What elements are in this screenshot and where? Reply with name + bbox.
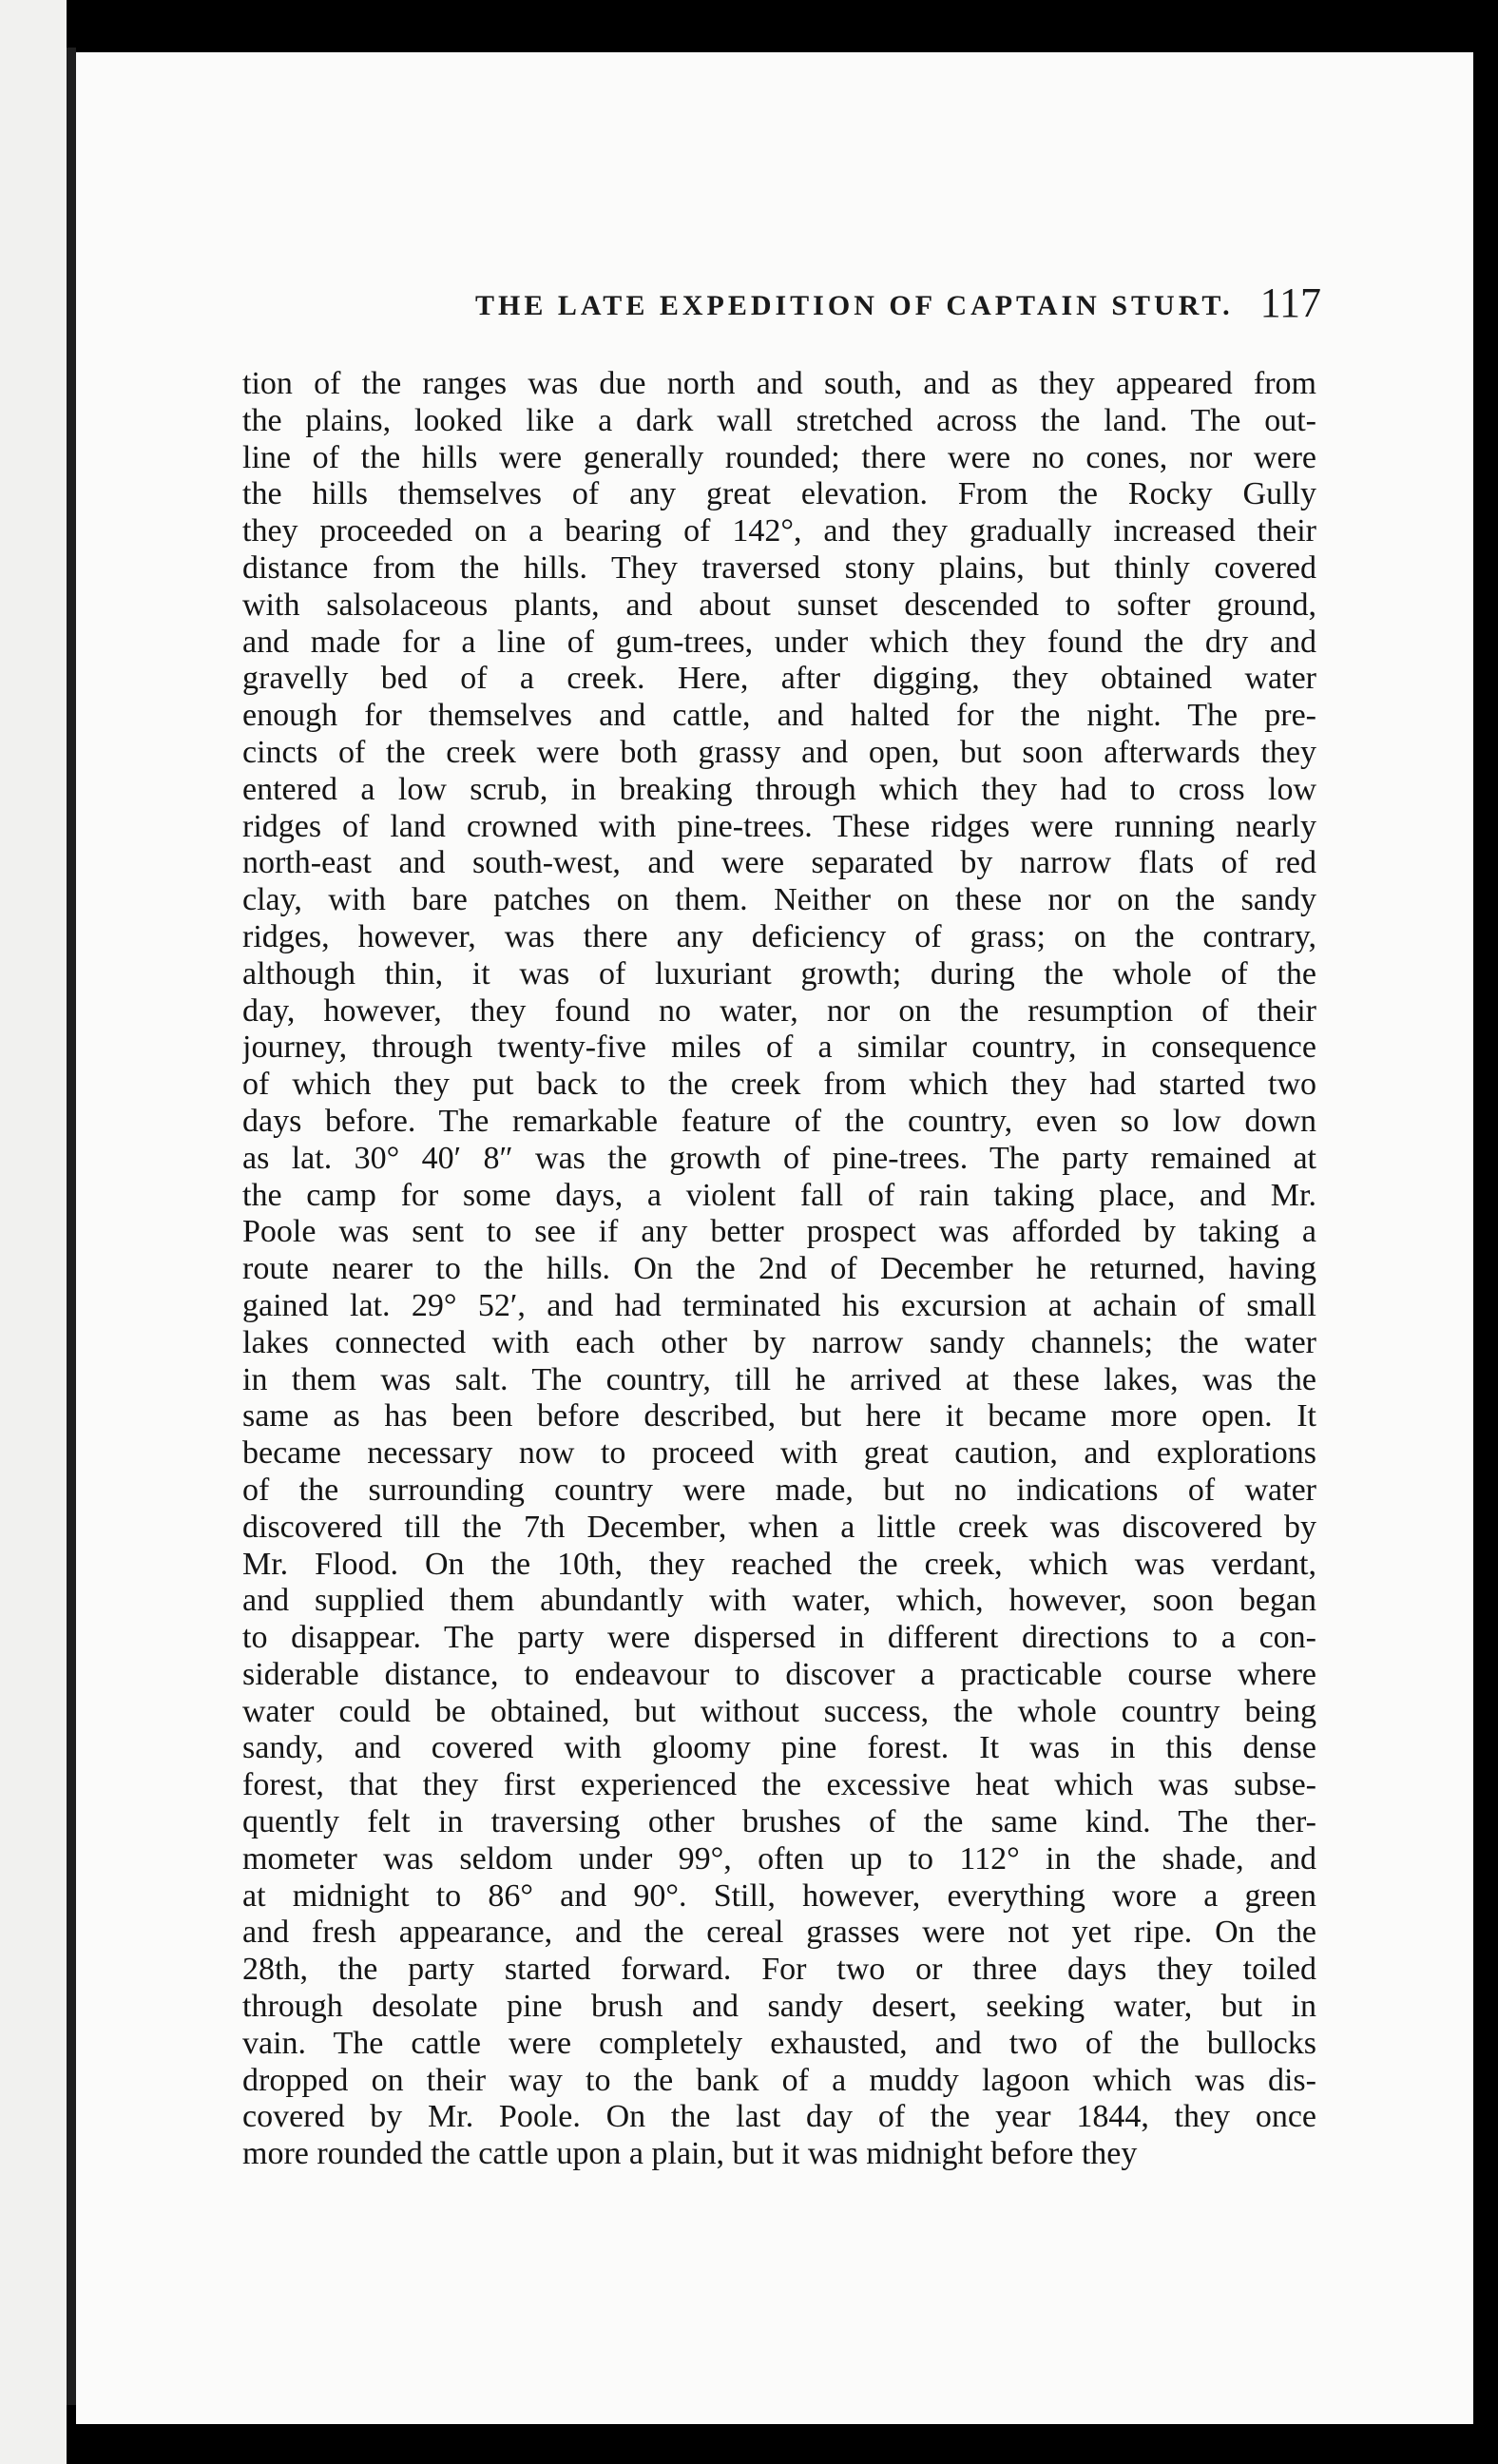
scan-margin-left	[0, 0, 67, 2464]
text-line: Mr. Flood. On the 10th, they reached the creek, which was verdant,	[242, 1546, 1316, 1582]
text-line: the hills themselves of any great elevation. From the Rocky Gully	[242, 476, 1316, 512]
text-line: dropped on their way to the bank of a muddy lagoon which was dis-	[242, 2062, 1316, 2098]
text-line: siderable distance, to endeavour to discover a practicable course where	[242, 1656, 1316, 1692]
text-line: became necessary now to proceed with great caution, and explorations	[242, 1435, 1316, 1472]
text-line: in them was salt. The country, till he arrived at these lakes, was the	[242, 1361, 1316, 1397]
body-text	[242, 366, 1316, 2173]
running-head: THE LATE EXPEDITION OF CAPTAIN STURT.	[475, 290, 1234, 321]
text-line: lakes connected with each other by narrow sandy channels; the water	[242, 1324, 1316, 1360]
text-line: of the surrounding country were made, but no indications of water	[242, 1472, 1316, 1508]
text-line: forest, that they first experienced the excessive heat which was subse-	[242, 1767, 1316, 1803]
page-number: 117	[1259, 279, 1321, 326]
text-line: although thin, it was of luxuriant growth; during the whole of the	[242, 955, 1316, 991]
text-line: with salsolaceous plants, and about sunset descended to softer ground,	[242, 587, 1316, 623]
text-line: distance from the hills. They traversed stony plains, but thinly covered	[242, 549, 1316, 586]
text-line: gravelly bed of a creek. Here, after digging, they obtained water	[242, 661, 1316, 697]
text-line: cincts of the creek were both grassy and open, but soon afterwards they	[242, 734, 1316, 770]
text-line: enough for themselves and cattle, and halted for the night. The pre-	[242, 698, 1316, 734]
text-line: quently felt in traversing other brushes of the same kind. The ther-	[242, 1804, 1316, 1840]
text-line: journey, through twenty-five miles of a similar country, in consequence	[242, 1030, 1316, 1066]
text-line: line of the hills were generally rounded; there were no cones, nor were	[242, 439, 1316, 475]
text-line: 28th, the party started forward. For two or three days they toiled	[242, 1952, 1316, 1988]
text-line: day, however, they found no water, nor on the resumption of their	[242, 992, 1316, 1029]
text-line: the plains, looked like a dark wall stretched across the land. The out-	[242, 402, 1316, 438]
text-line: more rounded the cattle upon a plain, but it was midnight before they	[242, 2136, 1138, 2172]
text-line: as lat. 30° 40′ 8″ was the growth of pine-trees. The party remained at	[242, 1140, 1316, 1176]
page-header	[304, 252, 1321, 337]
text-line: covered by Mr. Poole. On the last day of the year 1844, they once	[242, 2099, 1316, 2135]
text-line: north-east and south-west, and were separated by narrow flats of red	[242, 845, 1316, 881]
text-line: through desolate pine brush and sandy desert, seeking water, but in	[242, 1989, 1316, 2025]
text-line: the camp for some days, a violent fall of rain taking place, and Mr.	[242, 1177, 1316, 1213]
text-line: days before. The remarkable feature of the country, even so low down	[242, 1103, 1316, 1139]
text-line: vain. The cattle were completely exhausted, and two of the bullocks	[242, 2025, 1316, 2061]
text-line: tion of the ranges was due north and south, and as they appeared from	[242, 366, 1316, 401]
text-line: same as has been before described, but here it became more open. It	[242, 1398, 1316, 1434]
text-line: of which they put back to the creek from which they had started two	[242, 1067, 1316, 1103]
text-line: Poole was sent to see if any better prospect was afforded by taking a	[242, 1214, 1316, 1250]
text-line: and made for a line of gum-trees, under which they found the dry and	[242, 624, 1316, 660]
text-line: discovered till the 7th December, when a little creek was discovered by	[242, 1509, 1316, 1545]
text-line: ridges, however, was there any deficiency of grass; on the contrary,	[242, 918, 1316, 954]
text-line: and supplied them abundantly with water, which, however, soon began	[242, 1583, 1316, 1619]
text-line: clay, with bare patches on them. Neither on these nor on the sandy	[242, 882, 1316, 918]
text-line: at midnight to 86° and 90°. Still, however, everything wore a green	[242, 1877, 1316, 1914]
book-gutter-edge	[67, 48, 76, 2405]
text-line: sandy, and covered with gloomy pine forest. It was in this dense	[242, 1730, 1316, 1766]
text-line: to disappear. The party were dispersed in different directions to a con-	[242, 1620, 1316, 1656]
text-line: gained lat. 29° 52′, and had terminated his excursion at achain of small	[242, 1287, 1316, 1323]
text-line: ridges of land crowned with pine-trees. These ridges were running nearly	[242, 808, 1316, 844]
text-line: water could be obtained, but without success, the whole country being	[242, 1693, 1316, 1729]
text-line: entered a low scrub, in breaking through which they had to cross low	[242, 771, 1316, 807]
text-line: route nearer to the hills. On the 2nd of December he returned, having	[242, 1251, 1316, 1287]
text-line: they proceeded on a bearing of 142°, and they gradually increased their	[242, 513, 1316, 549]
text-line: and fresh appearance, and the cereal grasses were not yet ripe. On the	[242, 1915, 1316, 1951]
text-line: mometer was seldom under 99°, often up to 112° in the shade, and	[242, 1840, 1316, 1877]
book-page	[76, 52, 1473, 2424]
